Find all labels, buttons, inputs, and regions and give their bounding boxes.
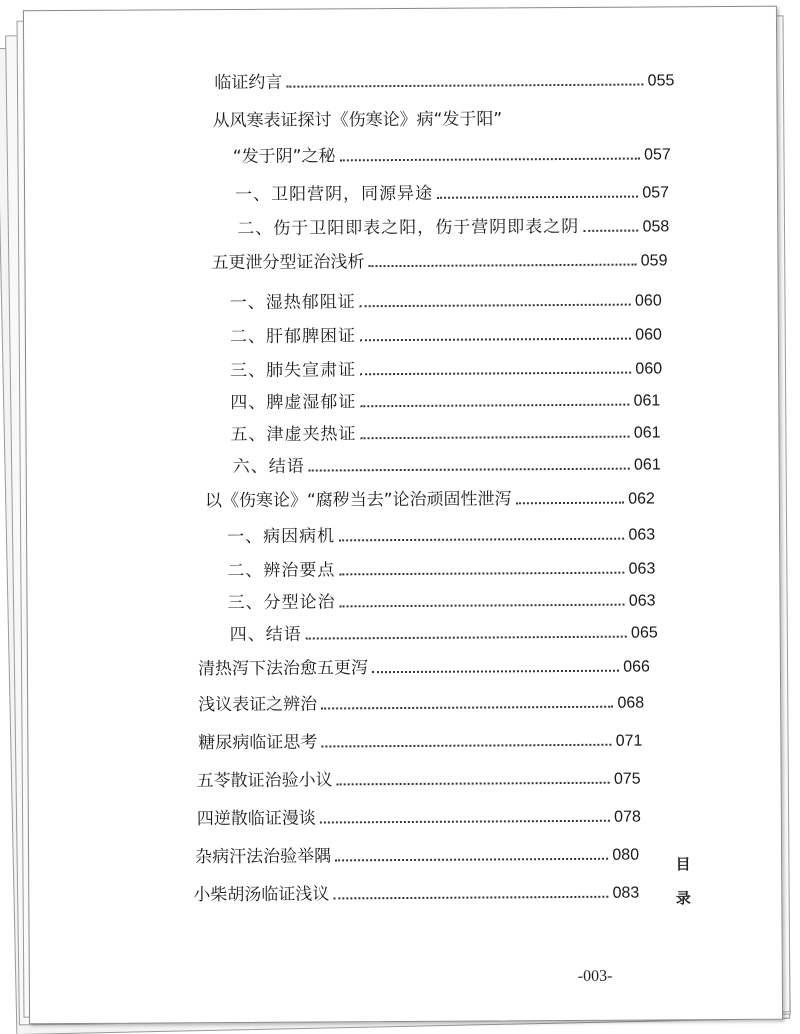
toc-entry — [230, 285, 662, 313]
toc-entry — [198, 688, 644, 716]
toc-dot-leader — [339, 158, 640, 162]
toc-dot-leader — [360, 338, 631, 342]
toc-dot-leader — [321, 744, 611, 748]
toc-entry — [237, 211, 669, 239]
toc-entry-title: 一、病因病机 — [227, 526, 336, 548]
toc-entry-page: 061 — [633, 456, 661, 474]
toc-dot-leader — [309, 468, 630, 472]
toc-entry-page: 059 — [640, 252, 668, 270]
toc-entry-page: 060 — [634, 292, 662, 310]
toc-entry-title: 五苓散证治验小议 — [196, 770, 333, 792]
toc-dot-leader — [372, 670, 619, 674]
toc-entry-title: 二、伤于卫阳即表之阳，伤于营阴即表之阴 — [237, 216, 580, 240]
toc-entry-page: 057 — [644, 146, 671, 164]
toc-entry-title: 杂病汗法治验举隅 — [195, 846, 332, 868]
toc-entry — [195, 840, 639, 868]
toc-entry-title: 四、结语 — [229, 624, 302, 646]
toc-entry-page: 058 — [642, 218, 670, 236]
toc-entry-title: 三、肺失宣肃证 — [230, 360, 357, 382]
toc-entry-title: 四、脾虚湿郁证 — [230, 392, 357, 414]
toc-entry-title: 临证约言 — [214, 72, 283, 94]
toc-dot-leader — [360, 404, 629, 408]
toc-dot-leader — [437, 196, 638, 199]
toc-entry — [227, 585, 655, 613]
toc-entry-page: 055 — [647, 72, 675, 90]
toc-entry — [233, 139, 671, 167]
toc-entry-title: 清热泻下法治愈五更泻 — [197, 658, 368, 680]
toc-dot-leader — [286, 84, 643, 88]
toc-entry — [227, 519, 655, 547]
toc-entry-title: 一、卫阳营阴，同源异途 — [234, 183, 434, 206]
section-label-char: 目 — [675, 855, 691, 874]
toc-entry-page: 080 — [612, 846, 640, 864]
toc-entry-page: 062 — [628, 490, 655, 508]
toc-entry — [233, 449, 661, 477]
toc-entry-title: 以《伤寒论》“腐秽当去”论治顽固性泄泻 — [204, 489, 512, 512]
toc-entry — [197, 802, 641, 830]
toc-entry — [212, 104, 502, 131]
toc-entry — [230, 353, 662, 381]
toc-entry-title: 六、结语 — [232, 456, 305, 478]
toc-page — [23, 6, 783, 1025]
toc-entry — [193, 878, 639, 906]
toc-entry-page: 061 — [633, 392, 661, 410]
toc-entry — [230, 617, 658, 645]
toc-entry-title: 二、辨治要点 — [227, 560, 336, 582]
toc-dot-leader — [335, 858, 608, 862]
table-of-contents — [24, 7, 782, 1024]
toc-entry-title: 浅议表证之辨治 — [198, 694, 318, 716]
section-label-contents — [673, 847, 693, 915]
toc-dot-leader — [339, 538, 624, 542]
toc-dot-leader — [339, 572, 624, 576]
toc-dot-leader — [368, 264, 636, 268]
toc-entry-title: 小柴胡汤临证浅议 — [193, 884, 330, 906]
toc-entry — [230, 417, 660, 445]
toc-entry — [230, 319, 662, 347]
toc-entry-title: 二、肝郁脾困证 — [229, 326, 356, 348]
toc-entry-page: 066 — [623, 658, 650, 676]
toc-entry — [198, 726, 642, 754]
page-number: -003- — [577, 967, 613, 985]
toc-dot-leader — [337, 782, 610, 786]
toc-entry-title: 五更泄分型证治浅析 — [211, 252, 365, 274]
toc-entry-page: 075 — [613, 770, 641, 788]
toc-entry-page: 071 — [615, 732, 643, 750]
toc-entry — [198, 651, 650, 679]
toc-entry-title: 五、津虚夹热证 — [230, 424, 357, 446]
toc-entry-page: 065 — [630, 624, 658, 642]
toc-entry-page: 063 — [628, 592, 656, 610]
toc-dot-leader — [516, 502, 625, 505]
toc-entry-page: 078 — [614, 808, 641, 826]
toc-dot-leader — [321, 706, 613, 710]
toc-entry-title: 三、分型论治 — [227, 592, 336, 614]
toc-dot-leader — [340, 604, 625, 608]
toc-entry — [197, 764, 641, 792]
toc-entry-page: 060 — [635, 326, 662, 344]
toc-entry — [235, 177, 669, 205]
toc-entry — [214, 65, 674, 93]
toc-entry — [205, 483, 655, 511]
toc-entry — [227, 553, 655, 581]
section-label-char: 录 — [675, 889, 691, 908]
toc-entry-page: 060 — [635, 360, 663, 378]
toc-dot-leader — [306, 636, 627, 640]
toc-dot-leader — [360, 372, 631, 376]
toc-dot-leader — [360, 304, 631, 308]
toc-dot-leader — [361, 436, 630, 440]
toc-dot-leader — [320, 820, 610, 824]
toc-entry-page: 061 — [633, 424, 661, 442]
toc-entry — [211, 245, 667, 273]
toc-entry-page: 063 — [628, 526, 656, 544]
toc-entry-title: 糖尿病临证思考 — [198, 732, 318, 754]
toc-entry-title: 从风寒表证探讨《伤寒论》病“发于阳” — [212, 109, 503, 132]
toc-entry-page: 068 — [617, 694, 645, 712]
toc-dot-leader — [333, 896, 608, 900]
toc-entry-page: 063 — [628, 560, 656, 578]
toc-entry-title: “发于阴”之秘 — [232, 146, 336, 168]
toc-entry-page: 057 — [642, 184, 670, 202]
toc-entry — [230, 385, 660, 413]
toc-entry-title: 一、湿热郁阻证 — [229, 292, 356, 314]
toc-entry-page: 083 — [612, 884, 640, 902]
toc-dot-leader — [583, 230, 638, 232]
toc-entry-title: 四逆散临证漫谈 — [196, 808, 316, 830]
